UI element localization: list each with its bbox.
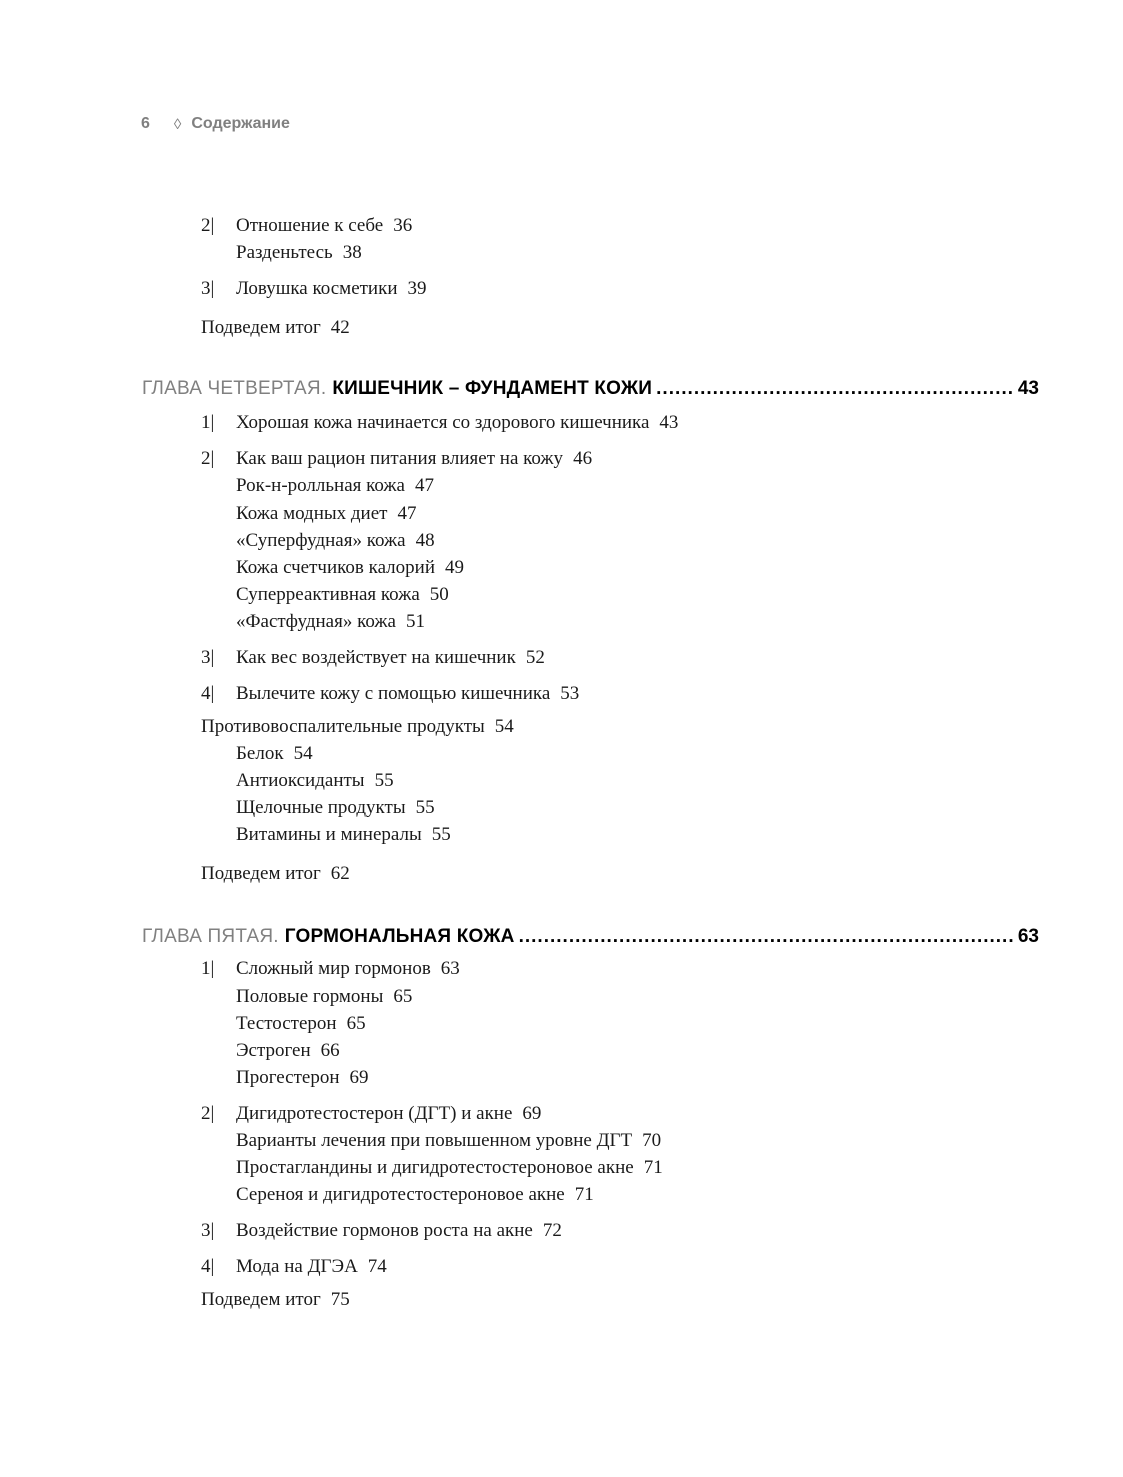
toc-entry-page: 47 (414, 475, 434, 496)
toc-entry-title: «Фастфудная» кожа (236, 611, 396, 632)
toc-entry-title: Эстроген (236, 1040, 311, 1061)
running-head (141, 115, 290, 133)
toc-entry-title: Щелочные продукты (236, 797, 406, 818)
toc-entry-title: Простагландины и дигидротестостероновое акне (236, 1157, 634, 1178)
toc-entry[interactable] (236, 986, 412, 1008)
toc-entry[interactable] (236, 584, 449, 606)
toc-entry-page: 54 (494, 716, 514, 737)
toc-entry[interactable] (236, 1220, 562, 1242)
dot-leader (656, 378, 1014, 400)
toc-entry[interactable] (236, 611, 425, 633)
toc-entry-title: Мода на ДГЭА (236, 1256, 358, 1277)
toc-entry-page: 63 (440, 958, 460, 979)
toc-entry-page: 48 (415, 530, 435, 551)
chapter-title: ГОРМОНАЛЬНАЯ КОЖА (284, 926, 515, 947)
toc-entry[interactable] (236, 824, 451, 846)
toc-entry[interactable] (236, 1157, 663, 1179)
toc-entry[interactable] (236, 1067, 369, 1089)
toc-entry-title: Половые гормоны (236, 986, 384, 1007)
dot-leader (519, 926, 1014, 948)
toc-entry-page: 46 (573, 448, 593, 469)
toc-entry-title: Дигидротестостерон (ДГТ) и акне (236, 1103, 513, 1124)
toc-entry[interactable] (236, 278, 427, 300)
toc-entry[interactable] (236, 215, 412, 237)
toc-entry-page: 47 (397, 503, 417, 524)
toc-entry-title: Кожа модных диет (236, 503, 388, 524)
toc-entry-title: Рок-н-ролльная кожа (236, 475, 405, 496)
toc-entry[interactable] (236, 412, 678, 434)
chapter-label: ГЛАВА ПЯТАЯ. (142, 926, 279, 947)
toc-entry[interactable] (236, 1130, 661, 1152)
section-number: 1| (201, 412, 215, 433)
toc-entry[interactable] (236, 683, 579, 705)
section-number: 3| (201, 278, 215, 299)
chapter-page: 43 (1017, 378, 1039, 399)
toc-entry-page: 75 (330, 1289, 350, 1310)
chapter-page: 63 (1017, 926, 1039, 947)
toc-entry-page: 55 (374, 770, 394, 791)
chapter-title: КИШЕЧНИК – ФУНДАМЕНТ КОЖИ (332, 378, 653, 399)
toc-entry[interactable] (236, 647, 545, 669)
toc-entry-summary[interactable] (201, 1289, 350, 1311)
toc-entry-page: 50 (429, 584, 449, 605)
section-title: Содержание (191, 115, 290, 132)
toc-entry[interactable] (236, 448, 592, 470)
toc-entry-title: «Суперфудная» кожа (236, 530, 406, 551)
section-number: 2| (201, 448, 215, 469)
toc-entry[interactable] (201, 716, 514, 738)
toc-entry-page: 52 (525, 647, 545, 668)
section-number: 2| (201, 1103, 215, 1124)
toc-entry-page: 69 (349, 1067, 369, 1088)
toc-entry-title: Витамины и минералы (236, 824, 422, 845)
toc-entry-title: Противовоспалительные продукты (201, 716, 485, 737)
toc-entry[interactable] (236, 770, 394, 792)
toc-entry-page: 62 (330, 863, 350, 884)
toc-entry[interactable] (236, 1040, 340, 1062)
toc-entry-title: Воздействие гормонов роста на акне (236, 1220, 533, 1241)
toc-entry-title: Отношение к себе (236, 215, 384, 236)
toc-entry-title: Тестостерон (236, 1013, 337, 1034)
section-number: 4| (201, 683, 215, 704)
toc-entry-page: 38 (342, 242, 362, 263)
toc-entry-page: 54 (293, 743, 313, 764)
toc-entry-page: 39 (407, 278, 427, 299)
toc-entry-page: 53 (560, 683, 580, 704)
toc-entry-title: Сложный мир гормонов (236, 958, 431, 979)
toc-entry-page: 42 (330, 317, 350, 338)
toc-entry-title: Подведем итог (201, 863, 321, 884)
toc-entry[interactable] (236, 557, 464, 579)
toc-entry-summary[interactable] (201, 863, 350, 885)
toc-entry-page: 71 (643, 1157, 663, 1178)
toc-entry-page: 66 (320, 1040, 340, 1061)
toc-entry[interactable] (236, 530, 435, 552)
toc-entry-page: 72 (542, 1220, 562, 1241)
toc-entry-title: Подведем итог (201, 317, 321, 338)
toc-entry-page: 65 (346, 1013, 366, 1034)
section-number: 3| (201, 1220, 215, 1241)
toc-entry[interactable] (236, 1256, 387, 1278)
chapter-label: ГЛАВА ЧЕТВЕРТАЯ. (142, 378, 327, 399)
toc-entry-title: Прогестерон (236, 1067, 340, 1088)
toc-entry-page: 55 (415, 797, 435, 818)
toc-entry[interactable] (236, 797, 435, 819)
toc-entry[interactable] (236, 475, 434, 497)
chapter-heading[interactable] (142, 378, 1039, 400)
toc-entry-title: Антиоксиданты (236, 770, 365, 791)
chapter-heading[interactable] (142, 926, 1039, 948)
toc-entry[interactable] (236, 1013, 366, 1035)
toc-entry-summary[interactable] (201, 317, 350, 339)
toc-entry-page: 49 (444, 557, 464, 578)
toc-entry-page: 51 (405, 611, 425, 632)
toc-entry-page: 71 (574, 1184, 594, 1205)
toc-entry-title: Как вес воздействует на кишечник (236, 647, 516, 668)
toc-entry-page: 70 (642, 1130, 662, 1151)
toc-entry-title: Вылечите кожу с помощью кишечника (236, 683, 551, 704)
diamond-icon: ◊ (173, 115, 182, 133)
section-number: 4| (201, 1256, 215, 1277)
section-number: 2| (201, 215, 215, 236)
toc-entry-title: Подведем итог (201, 1289, 321, 1310)
toc-entry-title: Хорошая кожа начинается со здорового кишечника (236, 412, 650, 433)
toc-entry[interactable] (236, 743, 313, 765)
toc-entry-title: Кожа счетчиков калорий (236, 557, 435, 578)
toc-entry-page: 43 (659, 412, 679, 433)
toc-entry-page: 55 (431, 824, 451, 845)
toc-entry-title: Разденьтесь (236, 242, 333, 263)
toc-entry[interactable] (236, 503, 416, 525)
toc-entry-page: 69 (522, 1103, 542, 1124)
toc-entry[interactable] (236, 1103, 541, 1125)
toc-entry[interactable] (236, 242, 362, 264)
toc-entry-title: Суперреактивная кожа (236, 584, 420, 605)
page-number: 6 (141, 115, 150, 132)
section-number: 3| (201, 647, 215, 668)
section-number: 1| (201, 958, 215, 979)
toc-entry-page: 74 (367, 1256, 387, 1277)
toc-entry[interactable] (236, 958, 460, 980)
toc-entry-title: Сереноя и дигидротестостероновое акне (236, 1184, 565, 1205)
toc-entry-title: Варианты лечения при повышенном уровне ДГТ (236, 1130, 633, 1151)
toc-entry-page: 36 (393, 215, 413, 236)
toc-entry-title: Ловушка косметики (236, 278, 398, 299)
toc-entry[interactable] (236, 1184, 594, 1206)
toc-entry-title: Белок (236, 743, 284, 764)
toc-entry-page: 65 (393, 986, 413, 1007)
toc-entry-title: Как ваш рацион питания влияет на кожу (236, 448, 564, 469)
